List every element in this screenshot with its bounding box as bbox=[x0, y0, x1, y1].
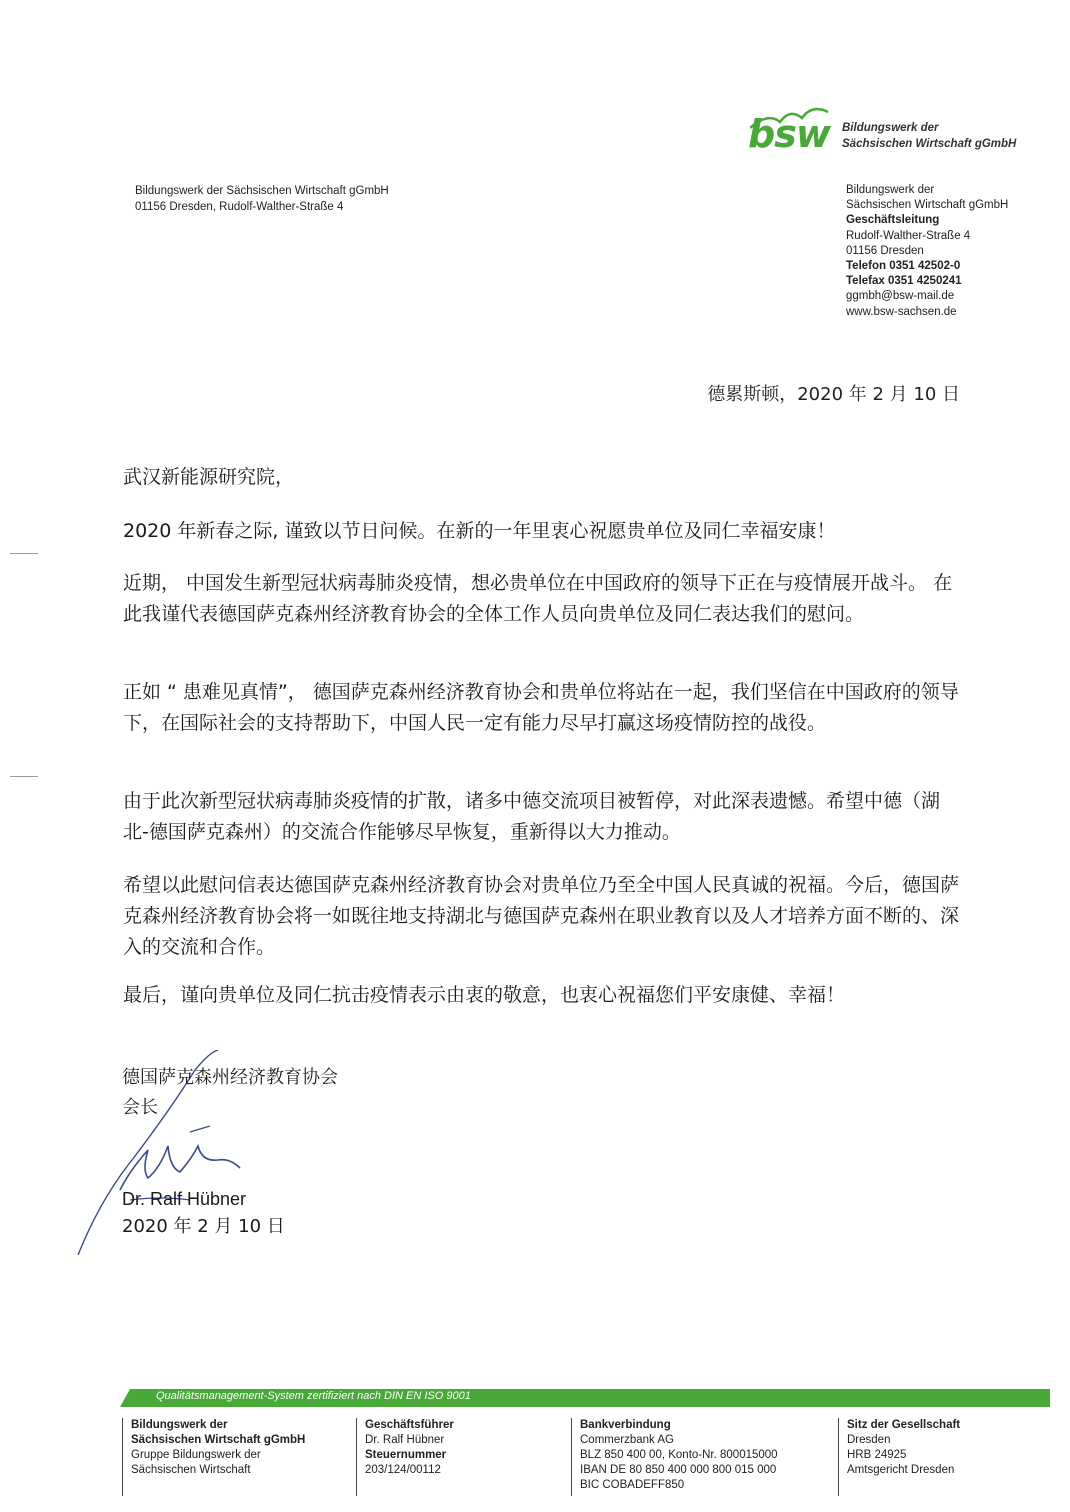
body-paragraph: 希望以此慰问信表达德国萨克森州经济教育协会对贵单位乃至全中国人民真诚的祝福。今后，德国萨克森州经济教育协会将一如既往地支持湖北与德国萨克森州在职业教育以及人才培养方面不断的、深入的交流和合作。 bbox=[123, 874, 960, 958]
salutation: 武汉新能源研究院， bbox=[123, 466, 295, 488]
signature-title: 会长 bbox=[122, 1097, 158, 1118]
contact-line2: Sächsischen Wirtschaft gGmbH bbox=[846, 199, 1009, 212]
signature-org: 德国萨克森州经济教育协会 bbox=[122, 1067, 338, 1088]
footer-seat bbox=[838, 1418, 960, 1496]
place-date: 德累斯顿，2020 年 2 月 10 日 bbox=[707, 384, 960, 405]
footer-bank-name: Commerzbank AG bbox=[580, 1434, 674, 1446]
margin-fold-mark bbox=[10, 776, 38, 777]
body-paragraph: 最后，谨向贵单位及同仁抗击疫情表示由衷的敬意，也衷心祝福您们平安康健、幸福！ bbox=[123, 984, 846, 1006]
contact-city: 01156 Dresden bbox=[846, 244, 924, 257]
body-paragraph: 由于此次新型冠状病毒肺炎疫情的扩散，诸多中德交流项目被暂停，对此深表遗憾。希望中德（湖北-德国萨克森州）的交流合作能够尽早恢复，重新得以大力推动。 bbox=[123, 790, 941, 843]
bsw-logo bbox=[738, 98, 1038, 160]
footer-company-line1: Gruppe Bildungswerk der bbox=[131, 1449, 261, 1461]
logo-org-line2: Sächsischen Wirtschaft gGmbH bbox=[842, 138, 1017, 150]
footer-seat-city: Dresden bbox=[847, 1434, 891, 1446]
footer-bank-title: Bankverbindung bbox=[580, 1419, 671, 1431]
contact-phone: Telefon 0351 42502-0 bbox=[846, 260, 961, 273]
margin-fold-mark bbox=[10, 553, 38, 554]
footer-bank-iban: IBAN DE 80 850 400 000 800 015 000 bbox=[580, 1464, 777, 1476]
contact-web: www.bsw-sachsen.de bbox=[846, 305, 957, 318]
footer-company bbox=[122, 1418, 305, 1496]
certification-text: Qualitätsmanagement-System zertifiziert nach DIN EN ISO 9001 bbox=[156, 1390, 471, 1402]
contact-line1: Bildungswerk der bbox=[846, 184, 935, 196]
logo-wordmark: bsw bbox=[748, 112, 830, 156]
footer-seat-title: Sitz der Gesellschaft bbox=[847, 1419, 961, 1431]
footer-bank-bic: BIC COBADEFF850 bbox=[580, 1479, 685, 1491]
contact-fax: Telefax 0351 4250241 bbox=[846, 275, 962, 288]
body-paragraph: 近期， 中国发生新型冠状病毒肺炎疫情，想必贵单位在中国政府的领导下正在与疫情展开战斗。 在此我谨代表德国萨克森州经济教育协会的全体工作人员向贵单位及同仁表达我们的慰问。 bbox=[123, 572, 953, 625]
footer-bank-blz: BLZ 850 400 00, Konto-Nr. 800015000 bbox=[580, 1449, 778, 1461]
footer-management-name: Dr. Ralf Hübner bbox=[365, 1434, 445, 1446]
sender-line1: Bildungswerk der Sächsischen Wirtschaft gGmbH bbox=[135, 185, 389, 197]
footer-tax-number: 203/124/00112 bbox=[365, 1464, 441, 1476]
signature-date: 2020 年 2 月 10 日 bbox=[122, 1216, 285, 1237]
footer-seat-court: Amtsgericht Dresden bbox=[847, 1464, 955, 1476]
sender-address bbox=[135, 183, 389, 215]
quality-certification-bar bbox=[120, 1389, 1050, 1407]
signatory-name: Dr. Ralf Hübner bbox=[122, 1189, 247, 1209]
footer-company-title1: Bildungswerk der bbox=[131, 1419, 228, 1431]
logo-org-name bbox=[842, 120, 1016, 152]
footer-management-title: Geschäftsführer bbox=[365, 1419, 454, 1431]
sender-line2: 01156 Dresden, Rudolf-Walther-Straße 4 bbox=[135, 201, 344, 213]
logo-org-line1: Bildungswerk der bbox=[842, 122, 939, 134]
footer-tax-title: Steuernummer bbox=[365, 1449, 447, 1461]
signature-block bbox=[122, 1063, 338, 1123]
body-paragraph: 2020 年新春之际, 谨致以节日问候。在新的一年里衷心祝愿贵单位及同仁幸福安康！ bbox=[123, 520, 836, 542]
contact-street: Rudolf-Walther-Straße 4 bbox=[846, 229, 971, 242]
signatory bbox=[122, 1186, 285, 1240]
contact-block bbox=[846, 183, 1008, 320]
contact-email: ggmbh@bsw-mail.de bbox=[846, 290, 955, 303]
footer-seat-hrb: HRB 24925 bbox=[847, 1449, 907, 1461]
footer-bank bbox=[571, 1418, 778, 1496]
body-paragraph: 正如 “ 患难见真情”， 德国萨克森州经济教育协会和贵单位将站在一起，我们坚信在中国政府的领导下，在国际社会的支持帮助下，中国人民一定有能力尽早打赢这场疫情防控的战役。 bbox=[123, 681, 959, 734]
contact-department: Geschäftsleitung bbox=[846, 214, 940, 227]
footer-management bbox=[356, 1418, 454, 1496]
footer-company-title2: Sächsischen Wirtschaft gGmbH bbox=[131, 1434, 306, 1446]
footer-company-line2: Sächsischen Wirtschaft bbox=[131, 1464, 251, 1476]
